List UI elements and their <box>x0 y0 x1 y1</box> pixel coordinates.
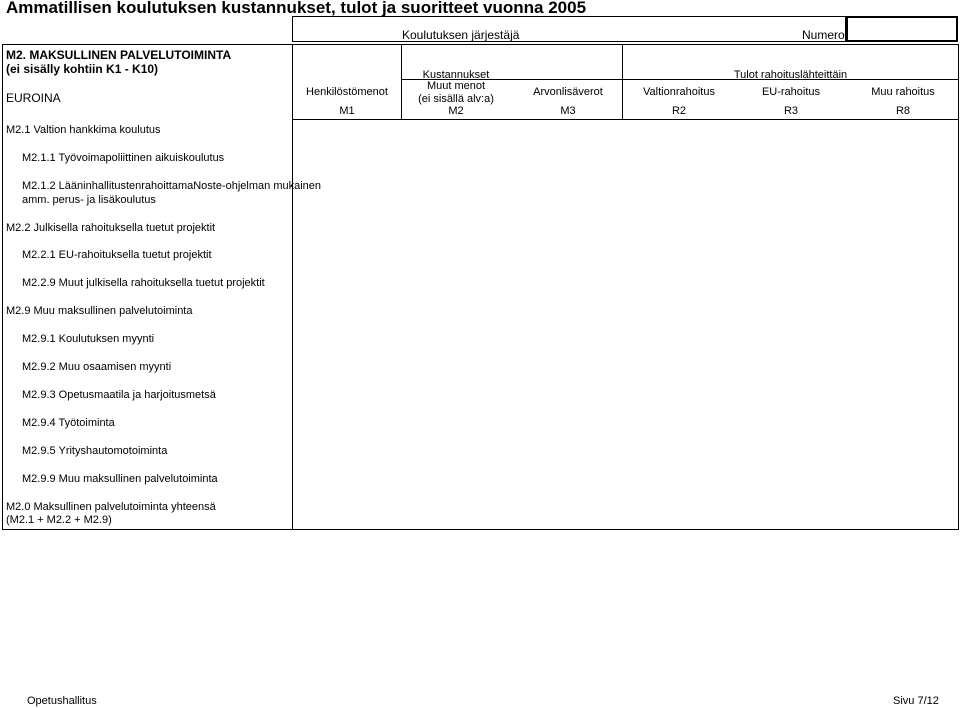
costs-group-header: Kustannukset <box>422 69 490 81</box>
row-label-m2-1-2: M2.1.2 LääninhallitustenrahoittamaNoste-ohjelman mukainen <box>22 180 322 192</box>
column-header-other-costs-note: (ei sisällä alv:a) <box>418 93 494 105</box>
row-label-m2-0-cont: (M2.1 + M2.2 + M2.9) <box>6 514 112 526</box>
row-label-m2-9-5: M2.9.5 Yrityshautomotoiminta <box>22 445 168 457</box>
column-code-m3: M3 <box>560 105 576 117</box>
column-header-other-funding: Muu rahoitus <box>871 86 935 98</box>
column-code-m1: M1 <box>339 105 355 117</box>
row-label-m2-9: M2.9 Muu maksullinen palvelutoiminta <box>6 305 193 317</box>
row-label-m2-1: M2.1 Valtion hankkima koulutus <box>6 124 161 136</box>
row-label-m2-9-1: M2.9.1 Koulutuksen myynti <box>22 333 155 345</box>
row-label-m2-2-9: M2.2.9 Muut julkisella rahoituksella tuetut projektit <box>22 277 265 289</box>
column-code-r3: R3 <box>783 105 799 117</box>
row-label-m2-1-1: M2.1.1 Työvoimapoliittinen aikuiskoulutus <box>22 152 225 164</box>
column-header-state-funding: Valtionrahoitus <box>643 86 715 98</box>
row-label-m2-0: M2.0 Maksullinen palvelutoiminta yhteensä <box>6 501 216 513</box>
row-label-m2-2-1: M2.2.1 EU-rahoituksella tuetut projektit <box>22 249 212 261</box>
row-label-m2-9-3: M2.9.3 Opetusmaatila ja harjoitusmetsä <box>22 389 216 401</box>
income-group-header: Tulot rahoituslähteittäin <box>733 69 848 81</box>
header-bottom-line <box>292 119 959 120</box>
section-title-line1: M2. MAKSULLINEN PALVELUTOIMINTA <box>6 48 232 62</box>
column-header-eu-funding: EU-rahoitus <box>761 86 821 98</box>
column-code-r8: R8 <box>895 105 911 117</box>
number-box[interactable] <box>846 16 958 42</box>
row-label-m2-9-2: M2.9.2 Muu osaamisen myynti <box>22 361 172 373</box>
number-label: Numero <box>802 28 845 42</box>
column-header-personnel: Henkilöstömenot <box>306 86 388 98</box>
report-title: Ammatillisen koulutuksen kustannukset, tulot ja suoritteet vuonna 2005 <box>6 0 587 17</box>
column-code-m2: M2 <box>448 105 464 117</box>
row-label-m2-9-4: M2.9.4 Työtoiminta <box>22 417 115 429</box>
column-header-other-costs: Muut menot <box>426 80 486 92</box>
footer-publisher: Opetushallitus <box>27 695 97 707</box>
footer-page-number: Sivu 7/12 <box>893 695 939 707</box>
row-label-m2-2: M2.2 Julkisella rahoituksella tuetut projektit <box>6 222 216 234</box>
section-title-line2: (ei sisälly kohtiin K1 - K10) <box>6 62 159 76</box>
column-code-r2: R2 <box>671 105 687 117</box>
organizer-box[interactable] <box>292 16 846 42</box>
currency-label: EUROINA <box>6 91 61 105</box>
organizer-label: Koulutuksen järjestäjä <box>402 28 520 42</box>
row-label-m2-1-2-cont: amm. perus- ja lisäkoulutus <box>22 194 156 206</box>
row-label-m2-9-9: M2.9.9 Muu maksullinen palvelutoiminta <box>22 473 218 485</box>
column-header-vat: Arvonlisäverot <box>533 86 603 98</box>
